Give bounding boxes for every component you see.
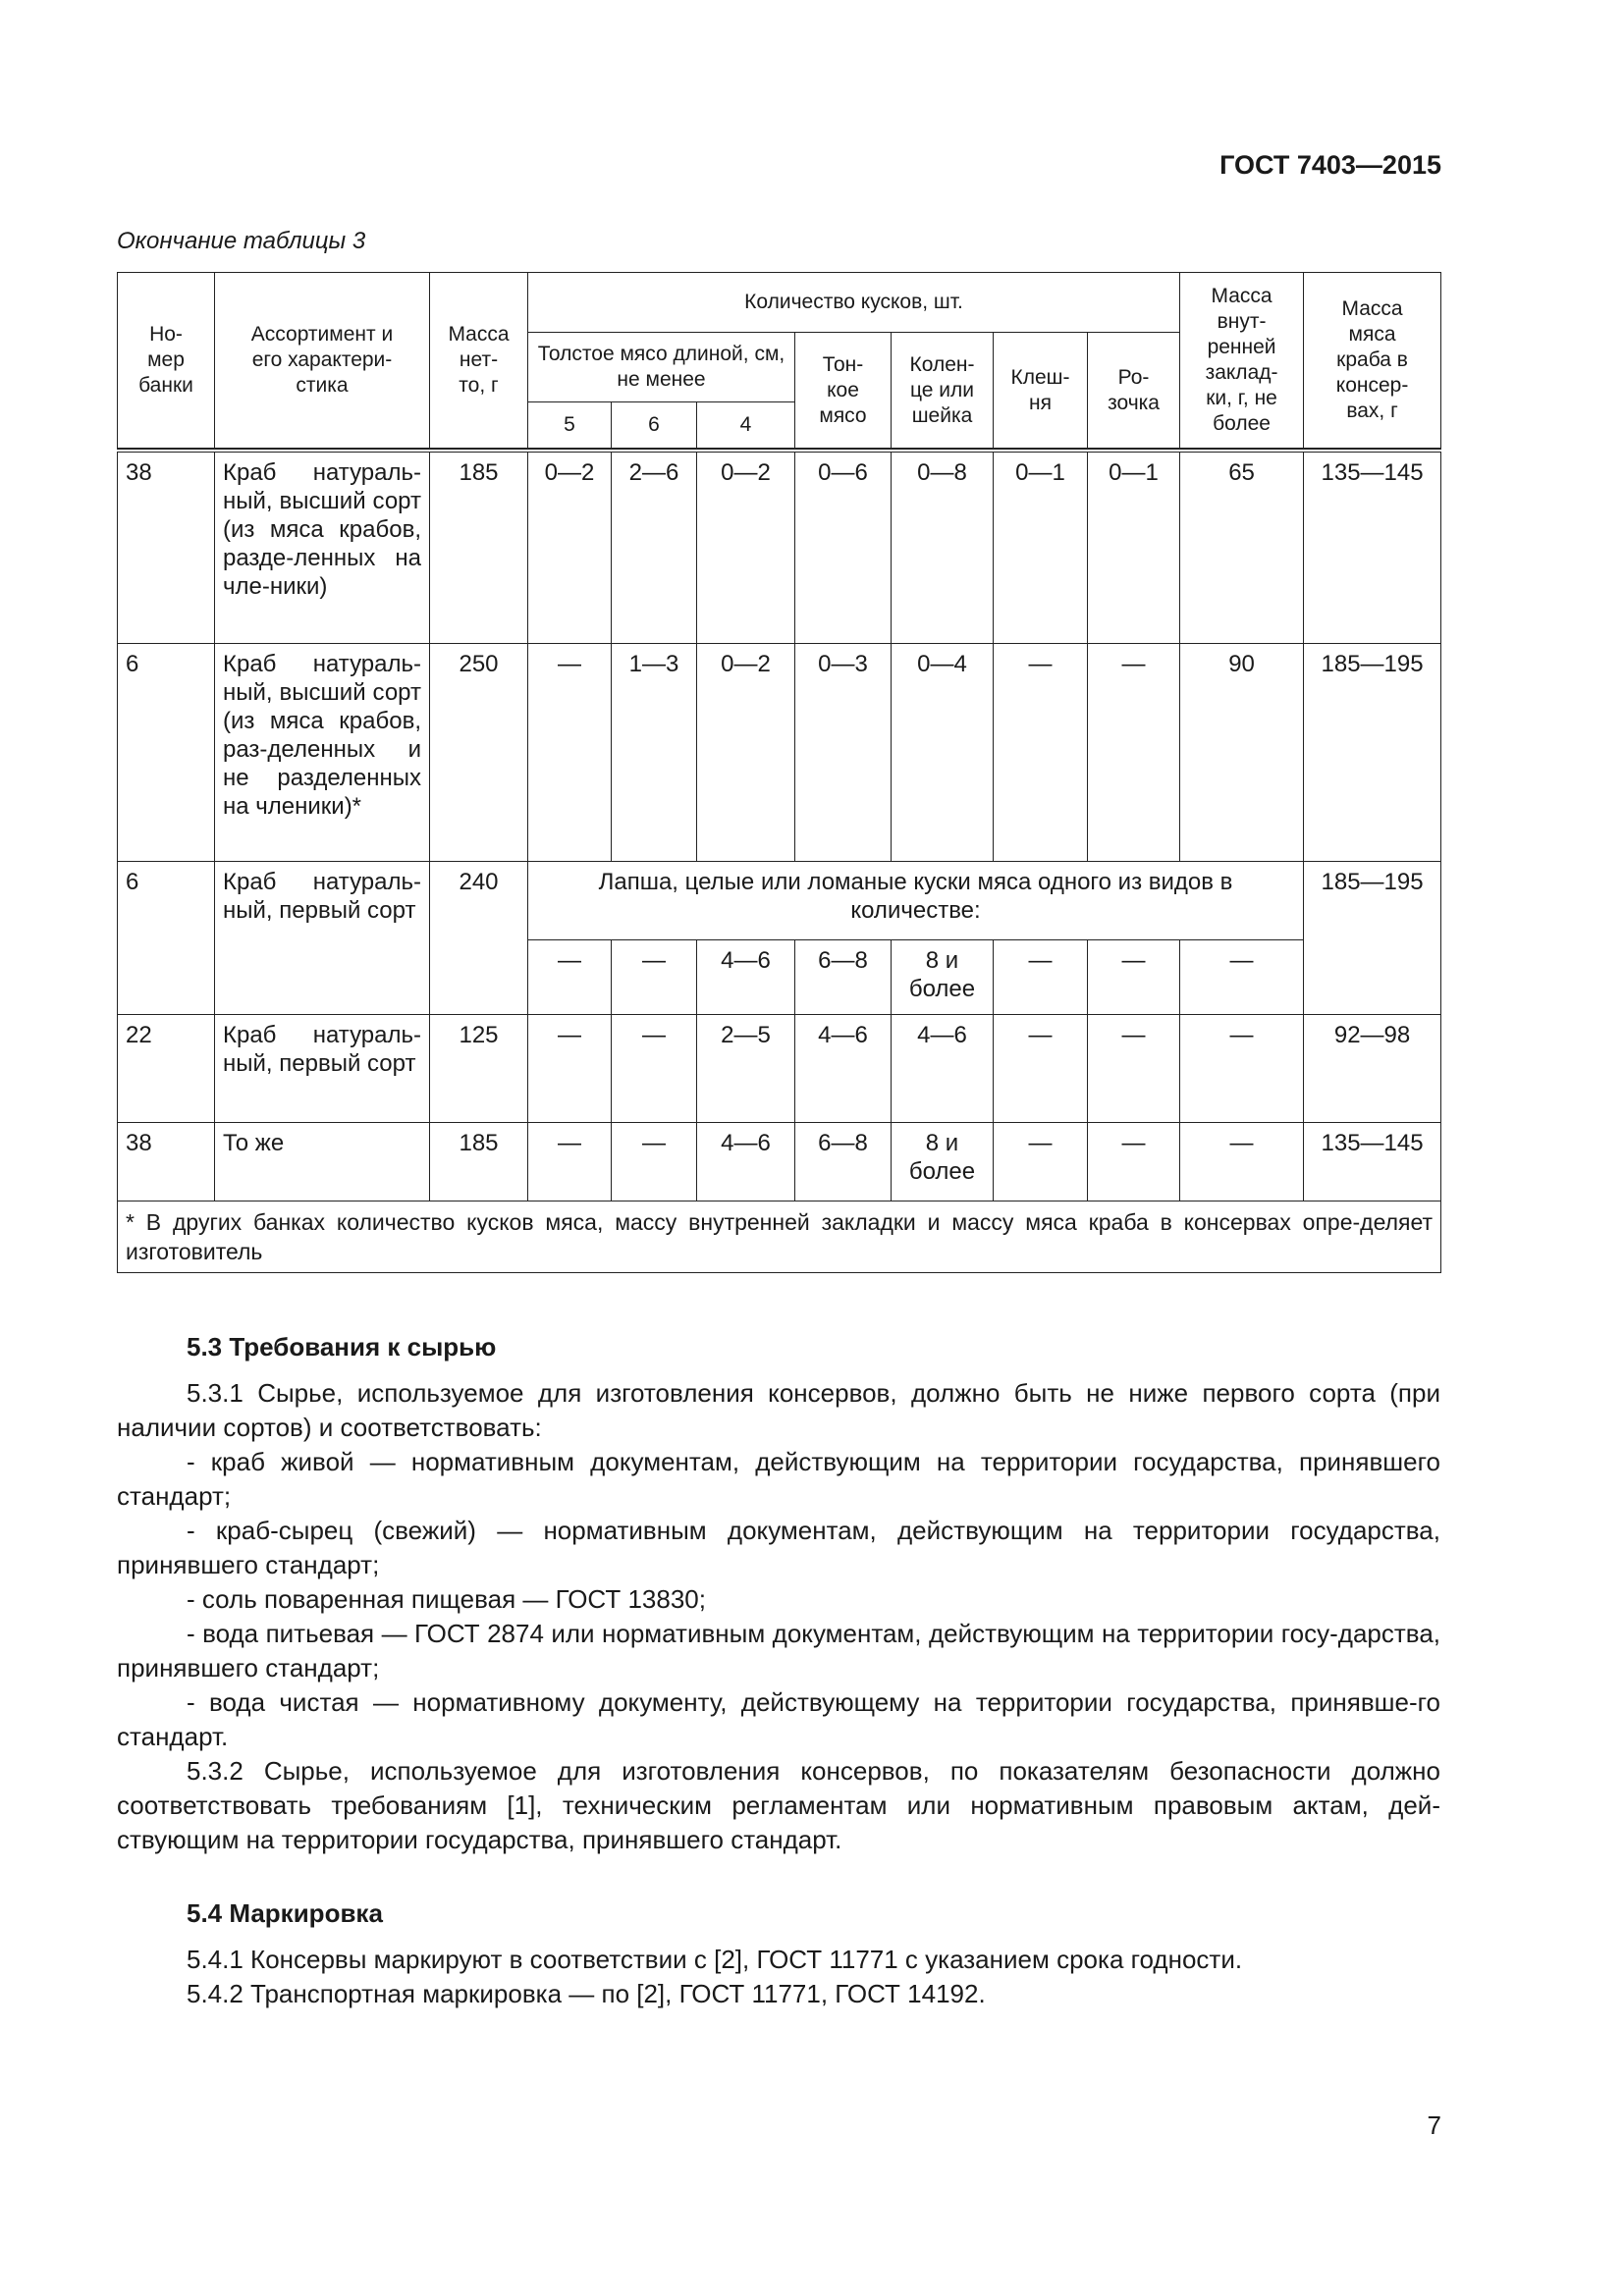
- header-pieces-count: Количество кусков, шт.: [528, 273, 1180, 333]
- table-row: [118, 1014, 1441, 1122]
- cell-knee-neck: 0—8: [892, 451, 994, 643]
- list-item: - краб-сырец (свежий) — нормативным документам, действующим на территории государства, принявшего стандарт;: [117, 1516, 1440, 1579]
- cell-number: 38: [118, 1122, 215, 1201]
- cell-thin-meat: 6—8: [795, 939, 892, 1014]
- cell-number: 6: [118, 861, 215, 1014]
- cell-length-6: 1—3: [612, 643, 697, 861]
- crab-table: [117, 272, 1441, 1273]
- header-rosette: Ро- зочка: [1088, 333, 1180, 449]
- header-thin-meat: Тон- кое мясо: [795, 333, 892, 449]
- cell-thin-meat: 0—6: [795, 451, 892, 643]
- list-item: - краб живой — нормативным документам, действующим на территории государства, принявшего стандарт;: [117, 1447, 1440, 1511]
- section-5-3: [117, 1330, 1440, 1857]
- cell-length-6: —: [612, 939, 697, 1014]
- list-item: - вода чистая — нормативному документу, действующему на территории государства, принявше-го стандарт.: [117, 1687, 1440, 1751]
- section-5-4-title: 5.4 Маркировка: [187, 1898, 383, 1928]
- cell-assortment: Краб натураль-ный, высший сорт (из мяса крабов, разде-ленных на чле-ники): [215, 451, 430, 643]
- header-length-5: 5: [528, 402, 612, 449]
- cell-assortment: Краб натураль-ный, первый сорт: [215, 1014, 430, 1122]
- header-inner-mass: Масса внут- ренней заклад- ки, г, не более: [1180, 273, 1304, 449]
- cell-length-4: 4—6: [697, 1122, 795, 1201]
- section-5-3-title: 5.3 Требования к сырью: [187, 1332, 497, 1362]
- section-5-4: [117, 1896, 1440, 2011]
- cell-length-4: 0—2: [697, 643, 795, 861]
- cell-inner-mass: —: [1180, 1014, 1304, 1122]
- header-number: Но- мер банки: [118, 273, 215, 449]
- cell-knee-neck: 0—4: [892, 643, 994, 861]
- header-net-mass: Масса нет- то, г: [430, 273, 528, 449]
- cell-assortment: Краб натураль-ный, высший сорт (из мяса крабов, раз-деленных и не разделенных на членики)*: [215, 643, 430, 861]
- cell-claw: —: [994, 939, 1088, 1014]
- table-row: [118, 1122, 1441, 1201]
- cell-inner-mass: 65: [1180, 451, 1304, 643]
- document-code: ГОСТ 7403—2015: [1219, 150, 1441, 180]
- table-row: [118, 861, 1441, 939]
- cell-length-5: —: [528, 643, 612, 861]
- list-item: - вода питьевая — ГОСТ 2874 или нормативным документам, действующим на территории госу-дарства, принявшего стандарт;: [117, 1619, 1440, 1682]
- cell-length-5: 0—2: [528, 451, 612, 643]
- paragraph-5-4-2: 5.4.2 Транспортная маркировка — по [2], ГОСТ 11771, ГОСТ 14192.: [187, 1979, 986, 2008]
- cell-rosette: 0—1: [1088, 451, 1180, 643]
- cell-crab-mass: 185—195: [1304, 861, 1441, 1014]
- cell-net-mass: 250: [430, 643, 528, 861]
- cell-crab-mass: 92—98: [1304, 1014, 1441, 1122]
- cell-assortment: То же: [215, 1122, 430, 1201]
- paragraph-5-3-1: 5.3.1 Сырье, используемое для изготовления консервов, должно быть не ниже первого сорта (при наличии сортов) и соответствовать:: [117, 1378, 1440, 1442]
- cell-length-6: 2—6: [612, 451, 697, 643]
- cell-thin-meat: 6—8: [795, 1122, 892, 1201]
- header-length-6: 6: [612, 402, 697, 449]
- header-length-4: 4: [697, 402, 795, 449]
- cell-knee-neck: 4—6: [892, 1014, 994, 1122]
- table-footnote: * В других банках количество кусков мяса, массу внутренней закладки и массу мяса краба в консервах опре-деляет изготовитель: [118, 1201, 1441, 1272]
- cell-rosette: —: [1088, 1122, 1180, 1201]
- header-assortment: Ассортимент и его характери- стика: [215, 273, 430, 449]
- cell-thin-meat: 4—6: [795, 1014, 892, 1122]
- cell-length-4: 0—2: [697, 451, 795, 643]
- cell-number: 6: [118, 643, 215, 861]
- cell-crab-mass: 135—145: [1304, 1122, 1441, 1201]
- cell-length-4: 2—5: [697, 1014, 795, 1122]
- cell-net-mass: 185: [430, 1122, 528, 1201]
- header-crab-mass: Масса мяса краба в консер- вах, г: [1304, 273, 1441, 449]
- header-knee-neck: Колен- це или шейка: [892, 333, 994, 449]
- cell-noodle-note: Лапша, целые или ломаные куски мяса одного из видов в количестве:: [528, 861, 1304, 939]
- cell-net-mass: 185: [430, 451, 528, 643]
- cell-length-5: —: [528, 939, 612, 1014]
- cell-rosette: —: [1088, 1014, 1180, 1122]
- cell-net-mass: 125: [430, 1014, 528, 1122]
- cell-length-6: —: [612, 1014, 697, 1122]
- cell-claw: —: [994, 643, 1088, 861]
- cell-crab-mass: 185—195: [1304, 643, 1441, 861]
- cell-claw: 0—1: [994, 451, 1088, 643]
- table-row: [118, 451, 1441, 643]
- cell-knee-neck: 8 и более: [892, 1122, 994, 1201]
- cell-net-mass: 240: [430, 861, 528, 1014]
- cell-crab-mass: 135—145: [1304, 451, 1441, 643]
- cell-length-5: —: [528, 1014, 612, 1122]
- cell-rosette: —: [1088, 939, 1180, 1014]
- page-number: 7: [1427, 2110, 1441, 2140]
- paragraph-5-4-1: 5.4.1 Консервы маркируют в соответствии с [2], ГОСТ 11771 с указанием срока годности.: [187, 1945, 1243, 1974]
- cell-claw: —: [994, 1014, 1088, 1122]
- cell-claw: —: [994, 1122, 1088, 1201]
- cell-length-6: —: [612, 1122, 697, 1201]
- cell-knee-neck: 8 и более: [892, 939, 994, 1014]
- header-thick-meat: Толстое мясо длиной, см, не менее: [528, 333, 795, 402]
- cell-inner-mass: —: [1180, 1122, 1304, 1201]
- cell-inner-mass: —: [1180, 939, 1304, 1014]
- cell-rosette: —: [1088, 643, 1180, 861]
- cell-number: 38: [118, 451, 215, 643]
- paragraph-5-3-2: 5.3.2 Сырье, используемое для изготовления консервов, по показателям безопасности должно соответствовать требованиям [1], техническим регламентам или нормативным правовым актам, дей-ствующим на территории государства, принявшего стандарт.: [117, 1756, 1440, 1854]
- cell-number: 22: [118, 1014, 215, 1122]
- cell-length-5: —: [528, 1122, 612, 1201]
- table-caption: Окончание таблицы 3: [117, 228, 366, 254]
- header-claw: Клеш- ня: [994, 333, 1088, 449]
- cell-assortment: Краб натураль-ный, первый сорт: [215, 861, 430, 1014]
- cell-length-4: 4—6: [697, 939, 795, 1014]
- table-row: [118, 643, 1441, 861]
- cell-inner-mass: 90: [1180, 643, 1304, 861]
- list-item: - соль поваренная пищевая — ГОСТ 13830;: [187, 1584, 706, 1614]
- cell-thin-meat: 0—3: [795, 643, 892, 861]
